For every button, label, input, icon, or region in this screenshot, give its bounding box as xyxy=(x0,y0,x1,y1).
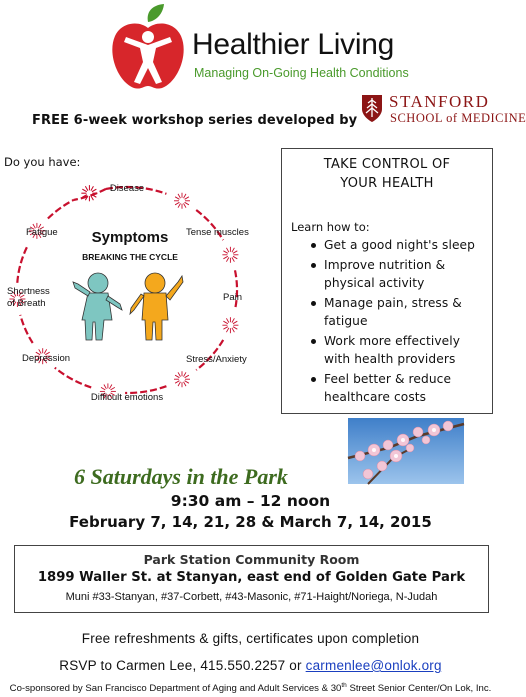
refreshments-line: Free refreshments & gifts, certificates upon completion xyxy=(81,631,420,646)
cosponsor-line xyxy=(0,682,501,694)
list-item xyxy=(292,370,492,407)
cycle-label-stress-anxiety: Stress/Anxiety xyxy=(186,354,247,365)
orange-person-figure-icon xyxy=(130,273,183,340)
cycle-arc xyxy=(17,245,28,283)
cycle-arc xyxy=(20,315,32,343)
rsvp-line xyxy=(0,658,501,673)
cosponsor-text: Co-sponsored by San Francisco Department of Aging and Adult Services & 30 xyxy=(9,683,342,695)
location-room: Park Station Community Room xyxy=(143,552,360,567)
list-item-text: Work more effectively xyxy=(324,333,461,348)
take-control-title xyxy=(282,155,492,193)
stanford-seal-icon xyxy=(360,93,384,123)
cosponsor-suffix: th xyxy=(341,682,347,689)
burst-icon xyxy=(222,317,238,333)
list-item-text: Improve nutrition & xyxy=(324,257,446,272)
list-item-text: physical activity xyxy=(324,276,425,290)
burst-icon xyxy=(222,247,238,263)
cycle-arc xyxy=(48,200,74,219)
event-time: 9:30 am – 12 noon xyxy=(170,492,331,510)
list-item xyxy=(292,294,492,331)
symptoms-cycle-diagram xyxy=(0,170,275,410)
list-item-text: Get a good night's sleep xyxy=(324,238,475,252)
cycle-title: Symptoms xyxy=(91,229,169,246)
list-item-text: healthcare costs xyxy=(324,390,427,404)
rsvp-text: RSVP to Carmen Lee, 415.550.2257 or xyxy=(59,658,306,673)
take-control-title-line2: YOUR HEALTH xyxy=(340,176,434,191)
stanford-school: SCHOOL of MEDICINE xyxy=(390,111,526,125)
list-item-text: with health providers xyxy=(324,352,456,366)
cycle-label-difficult-emotions: Difficult emotions xyxy=(90,392,164,403)
teal-person-figure-icon xyxy=(73,273,122,340)
location-transit: Muni #33-Stanyan, #37-Corbett, #43-Masonic, #71-Haight/Noriega, N-Judah xyxy=(65,591,438,603)
cycle-label-shortness: Shortness xyxy=(7,286,50,297)
take-control-title-line1: TAKE CONTROL OF xyxy=(323,157,451,172)
cherry-blossom-photo xyxy=(348,418,464,484)
list-item xyxy=(292,332,492,369)
location-box xyxy=(14,545,489,613)
location-address: 1899 Waller St. at Stanyan, east end of Golden Gate Park xyxy=(37,570,466,585)
cycle-label-depression: Depression xyxy=(22,353,71,364)
list-item xyxy=(292,236,492,255)
cycle-subtitle: BREAKING THE CYCLE xyxy=(82,252,178,262)
cycle-labels xyxy=(7,183,249,403)
list-item xyxy=(292,256,492,293)
learn-how-label: Learn how to: xyxy=(291,220,370,234)
do-you-have-label: Do you have: xyxy=(4,155,81,169)
stanford-name: STANFORD xyxy=(389,92,490,111)
cycle-label-tense-muscles: Tense muscles xyxy=(186,227,249,238)
burst-icon xyxy=(81,185,97,201)
burst-icon xyxy=(174,193,190,209)
cycle-label-of-breath: of Breath xyxy=(7,298,46,309)
list-item-text: fatigue xyxy=(324,314,368,328)
event-headline: 6 Saturdays in the Park xyxy=(74,464,288,489)
learn-list xyxy=(292,236,492,408)
free-workshop-line: FREE 6-week workshop series developed by xyxy=(32,113,358,128)
list-item-text: Feel better & reduce xyxy=(324,371,452,386)
cycle-label-fatigue: Fatigue xyxy=(26,227,58,238)
event-dates: February 7, 14, 21, 28 & March 7, 14, 2015 xyxy=(69,513,432,531)
rsvp-email-link[interactable]: carmenlee@onlok.org xyxy=(305,658,442,673)
cycle-label-disease: Disease xyxy=(109,183,145,194)
leaf-icon xyxy=(148,4,164,22)
take-control-box xyxy=(281,148,493,414)
healthier-living-apple-logo xyxy=(110,4,186,90)
program-title: Healthier Living xyxy=(192,28,394,61)
burst-icon xyxy=(174,371,190,387)
program-subtitle: Managing On-Going Health Conditions xyxy=(194,66,409,80)
cycle-label-pain: Pain xyxy=(223,292,243,303)
list-item-text: Manage pain, stress & xyxy=(324,295,462,310)
cycle-arc xyxy=(55,368,91,388)
cycle-arc xyxy=(235,270,237,309)
cosponsor-text-end: Street Senior Center/On Lok, Inc. xyxy=(346,683,492,695)
